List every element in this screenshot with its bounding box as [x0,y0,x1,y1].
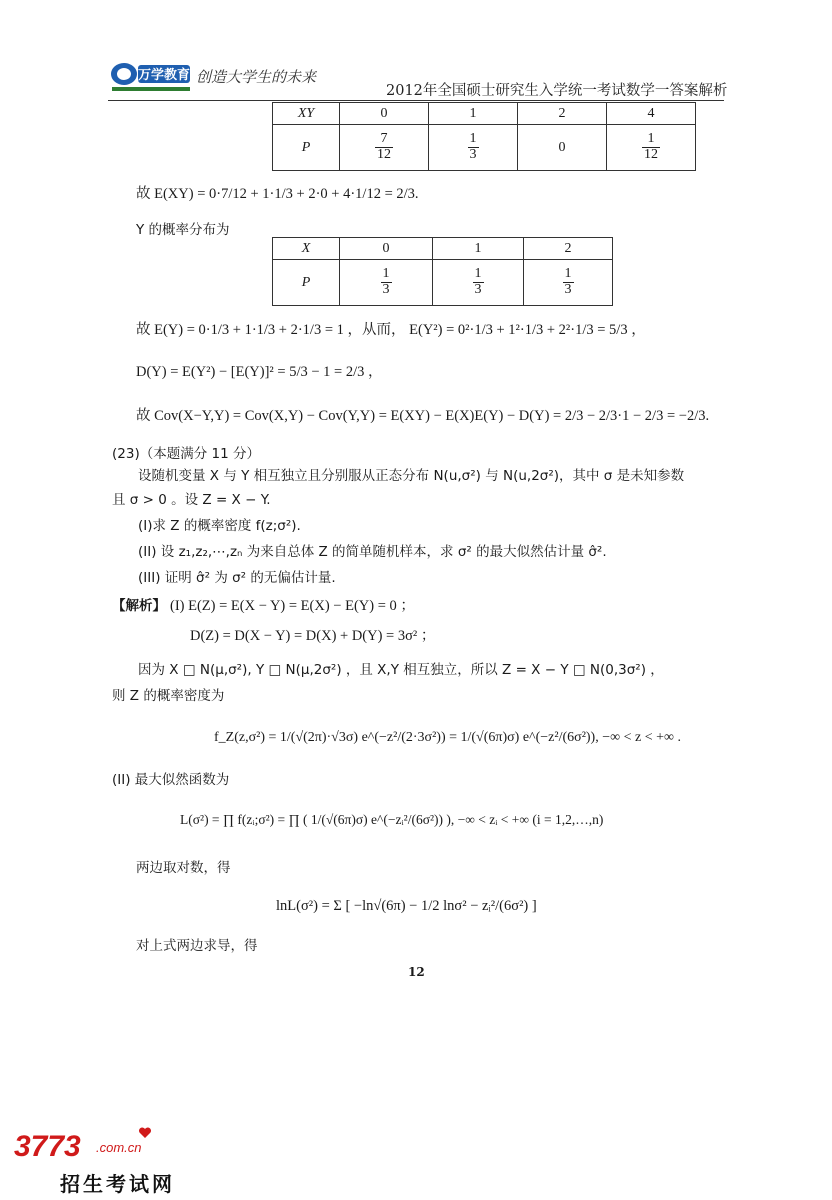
solution-ii-5: 对上式两边求导，得 [136,938,258,954]
solution-label: 【解析】 [112,598,166,614]
page-number: 12 [408,965,425,979]
table-cell: 1 [429,103,518,125]
table-head: X [273,238,340,260]
q23-part-i: (I)求 Z 的概率密度 f(z;σ²). [138,518,301,534]
exy-line: 故 E(XY) = 0·7/12 + 1·1/3 + 2·0 + 4·1/12 = 2/3. [136,186,419,202]
fraction: $\frac{1}{3}$ [474,266,482,297]
table-head: P [273,260,340,306]
fraction: $\frac{1}{3}$ [382,266,390,297]
dy-line: D(Y) = E(Y²) − [E(Y)]² = 5/3 − 1 = 2/3 ， [136,364,383,380]
solution-ii-3: 两边取对数，得 [136,860,231,876]
fraction: $\frac{1}{3}$ [469,131,477,162]
header-slogan: 创造大学生的未来 [196,68,317,86]
fraction: $\frac{1}{3}$ [564,266,572,297]
solution-i-3: 因为 X □ N(μ,σ²), Y □ N(μ,2σ²) ，且 X,Y 相互独立，所以 Z = X − Y □ N(0,3σ²) ， [138,662,664,678]
table-cell: 0 [518,125,607,171]
y-dist-label: Y 的概率分布为 [136,222,230,238]
xy-distribution-table [272,102,696,171]
table-cell: 0 [340,103,429,125]
table-head: XY [273,103,340,125]
cov-line: 故 Cov(X−Y,Y) = Cov(X,Y) − Cov(Y,Y) = E(XY) − E(X)E(Y) − D(Y) = 2/3 − 2/3·1 − 2/3 = −2/3. [136,408,710,424]
table-cell: 2 [524,238,613,260]
q23-part-ii: (II) 设 z₁,z₂,⋯,zₙ 为来自总体 Z 的简单随机样本，求 σ² 的最大似然估计量 σ̂². [138,544,607,560]
header-divider [108,100,724,101]
table-head: P [273,125,340,171]
q23-heading: (23)（本题满分 11 分） [112,446,260,462]
solution-i-2: D(Z) = D(X − Y) = D(X) + D(Y) = 3σ² ； [190,628,436,644]
q23-part-iii: (III) 证明 σ̂² 为 σ² 的无偏估计量. [138,570,336,586]
table-cell: 0 [340,238,433,260]
solution-i-1: (I) E(Z) = E(X − Y) = E(X) − E(Y) = 0 ； [170,598,415,614]
fraction: $\frac{1}{12}$ [644,131,658,162]
fraction: $\frac{7}{12}$ [377,131,391,162]
solution-i-4: 则 Z 的概率密度为 [112,688,225,704]
document-title: 2012年全国硕士研究生入学统一考试数学一答案解析 [386,83,728,99]
likelihood-formula: L(σ²) = ∏ f(zᵢ;σ²) = ∏ ( 1/(√(6π)σ) e^(−zᵢ²/(6σ²)) ), −∞ < zᵢ < +∞ (i = 1,2,…,n) [180,812,604,827]
wanxue-logo [108,60,192,94]
table-cell: 4 [607,103,696,125]
watermark-site-name: 招生考试网 [60,1172,175,1196]
ey-line: 故 E(Y) = 0·1/3 + 1·1/3 + 2·1/3 = 1 ，从而， E(Y²) = 0²·1/3 + 1²·1/3 + 2²·1/3 = 5/3 ， [136,322,646,338]
q23-paragraph-1: 设随机变量 X 与 Y 相互独立且分别服从正态分布 N(u,σ²) 与 N(u,2σ²)，其中 σ 是未知参数 [138,468,685,484]
solution-ii-1: (II) 最大似然函数为 [112,772,230,788]
watermark-number: 3773 [14,1130,81,1163]
logo-text: 万学教育 [137,68,191,83]
log-likelihood-formula: lnL(σ²) = Σ [ −ln√(6π) − 1/2 lnσ² − zᵢ²/(6σ²) ] [276,898,537,914]
table-cell: 1 [433,238,524,260]
y-distribution-table [272,237,613,306]
table-cell: 2 [518,103,607,125]
density-formula: f_Z(z,σ²) = 1/(√(2π)·√3σ) e^(−z²/(2·3σ²)) = 1/(√(6π)σ) e^(−z²/(6σ²)), −∞ < z < +∞ . [214,730,681,745]
heart-icon [138,1126,152,1140]
watermark-domain: .com.cn [96,1140,142,1155]
q23-paragraph-2: 且 σ > 0 。设 Z = X − Y. [112,492,271,508]
